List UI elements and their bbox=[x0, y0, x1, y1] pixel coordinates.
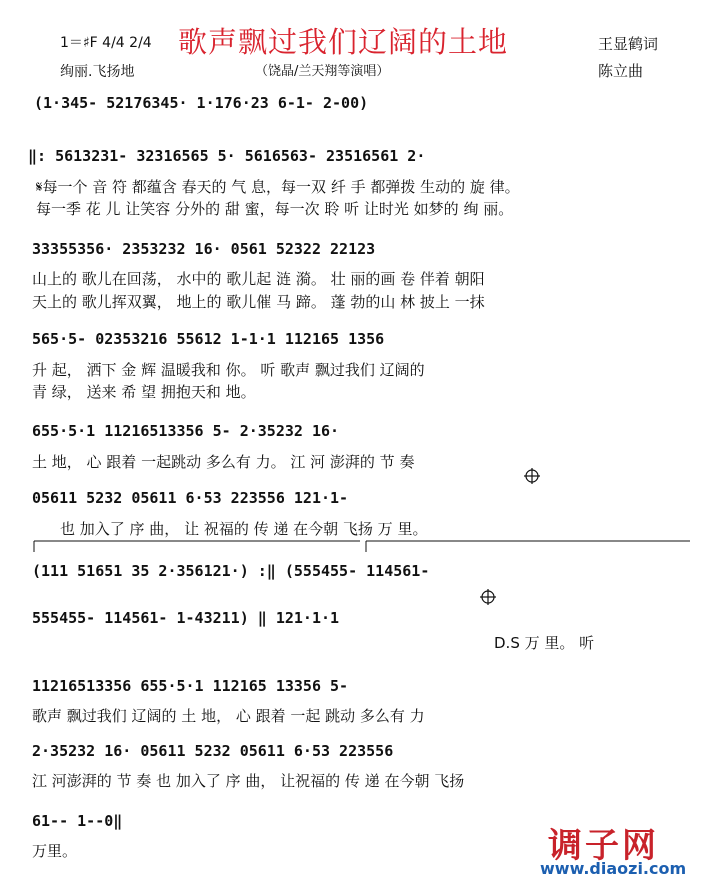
score-row-2-lyric-1: 𝄋每一个 音 符 都蕴含 春天的 气 息，每一双 纤 手 都弹拨 生动的 旋 律。 bbox=[36, 178, 520, 196]
score-row-11-notes: 61-- 1--0‖ bbox=[32, 812, 123, 830]
score-row-11-lyric-1: 万里。 bbox=[32, 842, 78, 860]
watermark-site-name: 调子网 bbox=[548, 826, 659, 866]
song-title: 歌声飘过我们辽阔的土地 bbox=[178, 25, 509, 59]
score-row-4-lyric-1: 升 起， 洒下 金 辉 温暖我和 你。 听 歌声 飘过我们 辽阔的 bbox=[32, 361, 425, 379]
lyricist: 王显鹤词 bbox=[598, 35, 659, 53]
performance-style: 绚丽.飞扬地 bbox=[60, 64, 135, 80]
composer: 陈立曲 bbox=[598, 62, 644, 80]
score-row-8-notes: 555455- 114561- 1-43211) ‖ 121·1·1 bbox=[32, 609, 340, 627]
score-row-4-lyric-2: 青 绿， 送来 希 望 拥抱天和 地。 bbox=[32, 383, 256, 401]
watermark-url[interactable]: www.diaozi.com bbox=[540, 859, 687, 878]
score-row-5-notes: 655·5·1 11216513356 5- 2·35232 16· bbox=[32, 422, 340, 440]
score-row-3-lyric-1: 山上的 歌儿在回荡， 水中的 歌儿起 涟 漪。 壮 丽的画 卷 伴着 朝阳 bbox=[32, 270, 485, 288]
score-row-9-lyric-1: 歌声 飘过我们 辽阔的 土 地， 心 跟着 一起 跳动 多么有 力 bbox=[32, 707, 425, 725]
score-row-7-notes: (111 51651 35 2·356121·) :‖ (555455- 114561- bbox=[32, 562, 430, 580]
performers: （饶晶/兰天翔等演唱） bbox=[255, 64, 390, 79]
score-row-9-notes: 11216513356 655·5·1 112165 13356 5- bbox=[32, 677, 349, 695]
score-row-5-lyric-1: 土 地， 心 跟着 一起跳动 多么有 力。 江 河 澎湃的 节 奏 bbox=[32, 453, 415, 471]
score-row-2-notes: ‖: 5613231- 32316565 5· 5616563- 23516561 2· bbox=[28, 147, 426, 165]
score-row-8-lyric-1: D.S 万 里。 听 bbox=[494, 634, 595, 652]
score-row-4-notes: 565·5- 02353216 55612 1-1·1 112165 1356 bbox=[32, 330, 385, 348]
score-row-6-notes: 05611 5232 05611 6·53 223556 121·1- bbox=[32, 489, 349, 507]
score-row-3-notes: 33355356· 2353232 16· 0561 52322 22123 bbox=[32, 240, 376, 258]
score-row-1-notes: (1·345- 52176345· 1·176·23 6-1- 2-00) bbox=[34, 94, 369, 112]
score-row-2-lyric-2: 每一季 花 儿 让笑容 分外的 甜 蜜，每一次 聆 听 让时光 如梦的 绚 丽。 bbox=[36, 200, 514, 218]
score-row-10-notes: 2·35232 16· 05611 5232 05611 6·53 223556 bbox=[32, 742, 394, 760]
key-signature: 1＝♯F 4/4 2/4 bbox=[60, 35, 152, 51]
score-row-3-lyric-2: 天上的 歌儿挥双翼， 地上的 歌儿催 马 蹄。 蓬 勃的山 林 披上 一抹 bbox=[32, 293, 485, 311]
score-row-10-lyric-1: 江 河澎湃的 节 奏 也 加入了 序 曲， 让祝福的 传 递 在今朝 飞扬 bbox=[32, 772, 465, 790]
score-row-6-lyric-1: 也 加入了 序 曲， 让 祝福的 传 递 在今朝 飞扬 万 里。 bbox=[60, 520, 428, 538]
